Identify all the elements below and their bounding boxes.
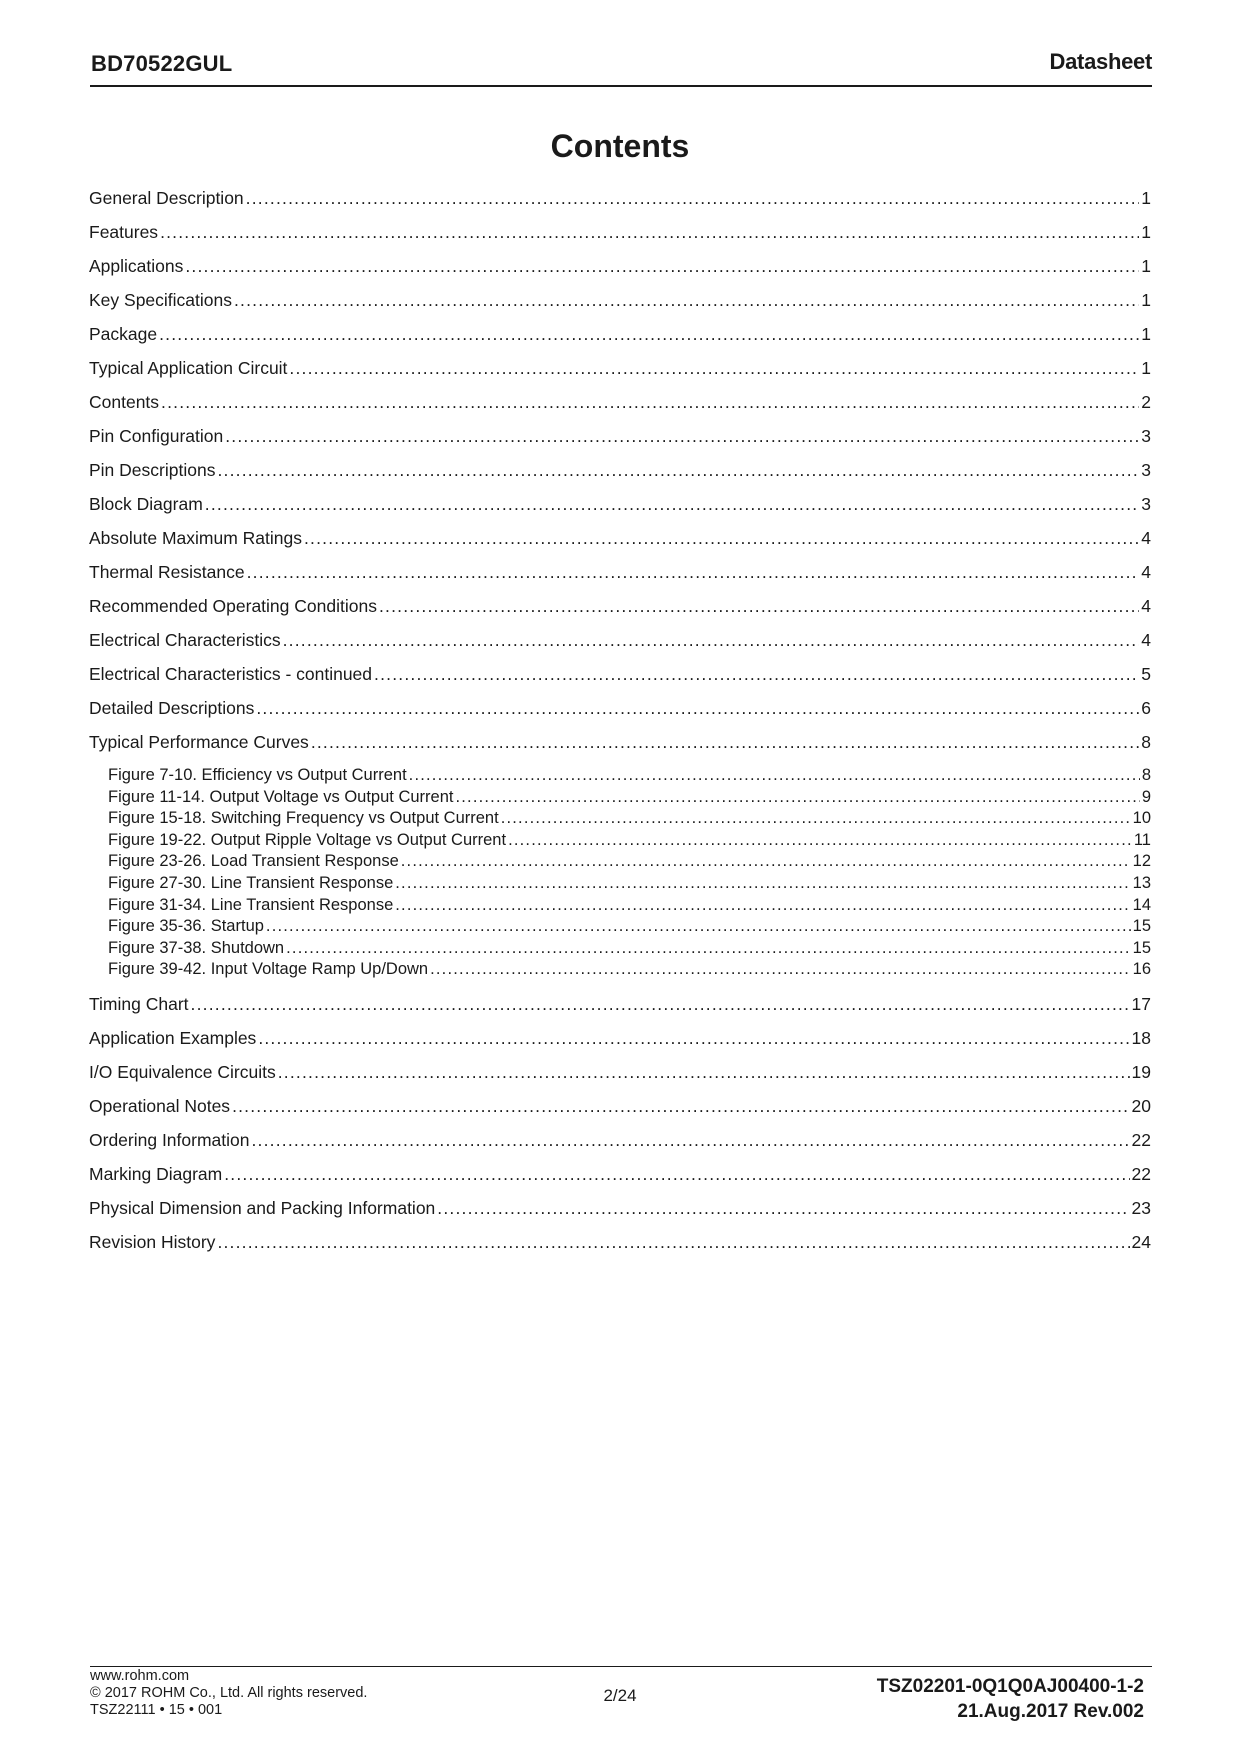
toc-leader-dots bbox=[256, 697, 1139, 719]
toc-leader-dots bbox=[160, 221, 1139, 243]
toc-entry-page: 4 bbox=[1141, 528, 1151, 548]
toc-entry[interactable] bbox=[89, 993, 1151, 1015]
toc-entry-label: Timing Chart bbox=[89, 994, 189, 1014]
toc-entry[interactable] bbox=[89, 663, 1151, 685]
toc-entry-page: 4 bbox=[1141, 596, 1151, 616]
toc-entry[interactable] bbox=[89, 255, 1151, 277]
toc-figure-page: 15 bbox=[1132, 917, 1151, 935]
toc-entry-page: 23 bbox=[1131, 1198, 1151, 1218]
toc-figure-entry[interactable] bbox=[108, 916, 1151, 936]
toc-leader-dots bbox=[508, 830, 1132, 850]
toc-entry-page: 19 bbox=[1131, 1062, 1151, 1082]
toc-entry[interactable] bbox=[89, 425, 1151, 447]
toc-leader-dots bbox=[217, 1231, 1129, 1253]
toc-leader-dots bbox=[161, 391, 1139, 413]
toc-figure-page: 16 bbox=[1132, 960, 1151, 978]
table-of-contents bbox=[89, 0, 1151, 1754]
toc-figure-entry[interactable] bbox=[108, 851, 1151, 871]
footer-right bbox=[877, 1674, 1144, 1724]
toc-entry-label: Typical Performance Curves bbox=[89, 732, 309, 752]
toc-entry-label: Features bbox=[89, 222, 159, 242]
toc-entry[interactable] bbox=[89, 1129, 1151, 1151]
toc-figure-label: Figure 11-14. Output Voltage vs Output Current bbox=[108, 788, 454, 806]
toc-entry-page: 18 bbox=[1131, 1028, 1151, 1048]
toc-entry-page: 4 bbox=[1141, 562, 1151, 582]
toc-figure-label: Figure 39-42. Input Voltage Ramp Up/Down bbox=[108, 960, 429, 978]
toc-leader-dots bbox=[258, 1027, 1129, 1049]
toc-leader-dots bbox=[225, 425, 1139, 447]
toc-entry-label: Pin Configuration bbox=[89, 426, 224, 446]
toc-leader-dots bbox=[191, 993, 1130, 1015]
toc-figure-entry[interactable] bbox=[108, 830, 1151, 850]
toc-entry-label: General Description bbox=[89, 188, 244, 208]
toc-entry-page: 1 bbox=[1141, 290, 1151, 310]
toc-entry[interactable] bbox=[89, 1027, 1151, 1049]
toc-figure-label: Figure 15-18. Switching Frequency vs Output Current bbox=[108, 809, 499, 827]
toc-entry-page: 1 bbox=[1141, 222, 1151, 242]
toc-entry-page: 3 bbox=[1141, 494, 1151, 514]
toc-entry[interactable] bbox=[89, 221, 1151, 243]
toc-entry-page: 4 bbox=[1141, 630, 1151, 650]
toc-entry-label: Detailed Descriptions bbox=[89, 698, 255, 718]
toc-leader-dots bbox=[246, 187, 1140, 209]
toc-entry-label: Electrical Characteristics bbox=[89, 630, 281, 650]
toc-entry-label: Ordering Information bbox=[89, 1130, 250, 1150]
toc-entry-label: Operational Notes bbox=[89, 1096, 231, 1116]
toc-entry[interactable] bbox=[89, 391, 1151, 413]
toc-entry-label: Pin Descriptions bbox=[89, 460, 216, 480]
toc-figure-entry[interactable] bbox=[108, 765, 1151, 785]
toc-leader-dots bbox=[430, 959, 1131, 979]
toc-entry-page: 20 bbox=[1131, 1096, 1151, 1116]
toc-entry-page: 17 bbox=[1131, 994, 1151, 1014]
toc-entry[interactable] bbox=[89, 595, 1151, 617]
footer-left bbox=[90, 1668, 367, 1719]
toc-figure-entry[interactable] bbox=[108, 808, 1151, 828]
toc-entry-label: Applications bbox=[89, 256, 184, 276]
toc-entry-label: Revision History bbox=[89, 1232, 216, 1252]
toc-leader-dots bbox=[159, 323, 1139, 345]
toc-entry[interactable] bbox=[89, 1163, 1151, 1185]
toc-leader-dots bbox=[395, 873, 1130, 893]
toc-entry-page: 5 bbox=[1141, 664, 1151, 684]
toc-leader-dots bbox=[437, 1197, 1129, 1219]
footer-doc-number: TSZ02201-0Q1Q0AJ00400-1-2 bbox=[876, 1676, 1144, 1697]
toc-entry-label: Package bbox=[89, 324, 158, 344]
toc-entry[interactable] bbox=[89, 1231, 1151, 1253]
toc-entry[interactable] bbox=[89, 1095, 1151, 1117]
toc-entry-label: Absolute Maximum Ratings bbox=[89, 528, 302, 548]
toc-entry-page: 22 bbox=[1131, 1130, 1151, 1150]
toc-leader-dots bbox=[409, 765, 1140, 785]
toc-entry-label: Key Specifications bbox=[89, 290, 232, 310]
toc-leader-dots bbox=[185, 255, 1139, 277]
toc-entry[interactable] bbox=[89, 731, 1151, 753]
toc-entry-page: 1 bbox=[1141, 188, 1151, 208]
toc-entry-page: 1 bbox=[1141, 324, 1151, 344]
toc-entry[interactable] bbox=[89, 697, 1151, 719]
toc-figure-page: 9 bbox=[1141, 788, 1151, 806]
toc-entry-label: Contents bbox=[89, 392, 160, 412]
toc-leader-dots bbox=[379, 595, 1139, 617]
toc-figure-entry[interactable] bbox=[108, 787, 1151, 807]
toc-entry[interactable] bbox=[89, 1061, 1151, 1083]
toc-entry-label: Typical Application Circuit bbox=[89, 358, 288, 378]
toc-leader-dots bbox=[501, 808, 1131, 828]
toc-figure-page: 11 bbox=[1133, 831, 1151, 849]
toc-figure-entry[interactable] bbox=[108, 959, 1151, 979]
toc-entry-page: 24 bbox=[1131, 1232, 1151, 1252]
toc-entry-label: Physical Dimension and Packing Information bbox=[89, 1198, 436, 1218]
toc-entry[interactable] bbox=[89, 289, 1151, 311]
toc-leader-dots bbox=[286, 938, 1131, 958]
toc-figure-page: 12 bbox=[1132, 852, 1151, 870]
toc-entry-label: Block Diagram bbox=[89, 494, 203, 514]
toc-leader-dots bbox=[395, 895, 1130, 915]
toc-entry-page: 6 bbox=[1141, 698, 1151, 718]
toc-leader-dots bbox=[374, 663, 1139, 685]
footer-code: TSZ22111 • 15 • 001 bbox=[90, 1702, 223, 1718]
toc-leader-dots bbox=[304, 527, 1139, 549]
toc-entry-page: 1 bbox=[1141, 358, 1151, 378]
toc-entry-label: Thermal Resistance bbox=[89, 562, 245, 582]
footer-page-number: 2/24 bbox=[603, 1686, 637, 1705]
header-doc-type: Datasheet bbox=[1049, 49, 1152, 74]
toc-entry[interactable] bbox=[89, 1197, 1151, 1219]
toc-figure-page: 13 bbox=[1132, 874, 1151, 892]
footer-copyright: © 2017 ROHM Co., Ltd. All rights reserved. bbox=[90, 1685, 368, 1701]
toc-entry-page: 8 bbox=[1141, 732, 1151, 752]
toc-figure-entry[interactable] bbox=[108, 873, 1151, 893]
toc-leader-dots bbox=[205, 493, 1139, 515]
footer-date-rev: 21.Aug.2017 Rev.002 bbox=[957, 1701, 1144, 1722]
toc-entry-label: Electrical Characteristics - continued bbox=[89, 664, 373, 684]
toc-entry[interactable] bbox=[89, 561, 1151, 583]
toc-figure-label: Figure 31-34. Line Transient Response bbox=[108, 896, 394, 914]
toc-figure-page: 10 bbox=[1132, 809, 1151, 827]
toc-figure-page: 14 bbox=[1132, 896, 1151, 914]
toc-figure-label: Figure 23-26. Load Transient Response bbox=[108, 852, 399, 870]
toc-figure-label: Figure 7-10. Efficiency vs Output Current bbox=[108, 766, 407, 784]
page-title: Contents bbox=[550, 128, 690, 164]
toc-leader-dots bbox=[455, 787, 1139, 807]
toc-figure-label: Figure 35-36. Startup bbox=[108, 917, 264, 935]
toc-leader-dots bbox=[311, 731, 1139, 753]
toc-leader-dots bbox=[217, 459, 1139, 481]
toc-entry[interactable] bbox=[89, 527, 1151, 549]
toc-entry-page: 3 bbox=[1141, 426, 1151, 446]
toc-entry[interactable] bbox=[89, 493, 1151, 515]
toc-leader-dots bbox=[401, 851, 1131, 871]
toc-entry-label: Marking Diagram bbox=[89, 1164, 223, 1184]
toc-entry[interactable] bbox=[89, 357, 1151, 379]
toc-entry[interactable] bbox=[89, 459, 1151, 481]
toc-figure-page: 8 bbox=[1141, 766, 1151, 784]
toc-leader-dots bbox=[224, 1163, 1129, 1185]
toc-leader-dots bbox=[252, 1129, 1130, 1151]
toc-leader-dots bbox=[247, 561, 1140, 583]
toc-leader-dots bbox=[232, 1095, 1129, 1117]
toc-entry-label: Application Examples bbox=[89, 1028, 257, 1048]
toc-entry[interactable] bbox=[89, 323, 1151, 345]
toc-entry-label: I/O Equivalence Circuits bbox=[89, 1062, 276, 1082]
toc-entry-page: 2 bbox=[1141, 392, 1151, 412]
header-part-number: BD70522GUL bbox=[91, 51, 233, 76]
toc-entry-page: 1 bbox=[1141, 256, 1151, 276]
footer-rule bbox=[90, 1666, 1152, 1667]
toc-leader-dots bbox=[278, 1061, 1130, 1083]
toc-figure-label: Figure 27-30. Line Transient Response bbox=[108, 874, 394, 892]
toc-entry-label: Recommended Operating Conditions bbox=[89, 596, 377, 616]
footer-website[interactable]: www.rohm.com bbox=[90, 1668, 190, 1684]
toc-figure-label: Figure 19-22. Output Ripple Voltage vs Output Current bbox=[108, 831, 507, 849]
toc-figure-entry[interactable] bbox=[108, 895, 1151, 915]
toc-entry-page: 22 bbox=[1131, 1164, 1151, 1184]
toc-leader-dots bbox=[283, 629, 1140, 651]
toc-leader-dots bbox=[234, 289, 1139, 311]
toc-entry[interactable] bbox=[89, 187, 1151, 209]
toc-leader-dots bbox=[289, 357, 1139, 379]
toc-figure-entry[interactable] bbox=[108, 938, 1151, 958]
toc-figure-label: Figure 37-38. Shutdown bbox=[108, 939, 285, 957]
toc-entry[interactable] bbox=[89, 629, 1151, 651]
toc-figure-page: 15 bbox=[1132, 939, 1151, 957]
toc-leader-dots bbox=[266, 916, 1131, 936]
toc-entry-page: 3 bbox=[1141, 460, 1151, 480]
